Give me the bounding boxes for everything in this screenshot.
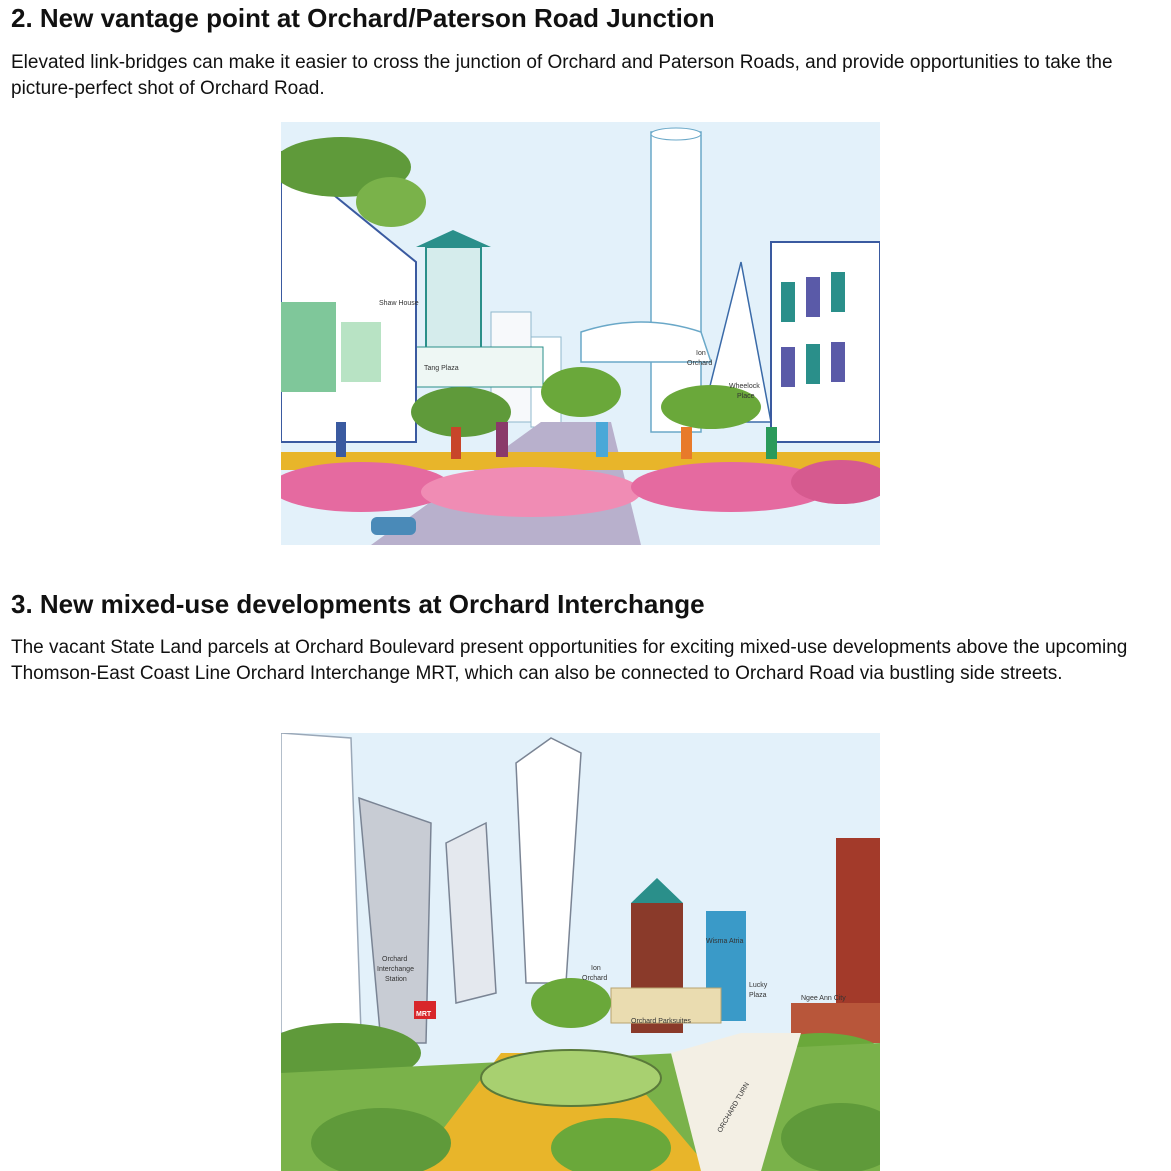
label-lucky-line1: Lucky — [749, 982, 768, 989]
label-orchard-parksuites: Orchard Parksuites — [631, 1018, 691, 1025]
section-3-heading: 3. New mixed-use developments at Orchard Interchange — [11, 589, 705, 619]
label-wheelock-line2: Place — [737, 393, 755, 400]
label-tang-plaza: Tang Plaza — [424, 365, 459, 372]
label-shaw-house: Shaw House — [379, 300, 419, 307]
label-ngee-ann-city: Ngee Ann City — [801, 995, 846, 1002]
label-ion-line1: Ion — [591, 965, 601, 972]
label-ion-orchard-line1: Ion — [696, 350, 706, 357]
section-3-paragraph: The vacant State Land parcels at Orchard Boulevard present opportunities for exciting mixed-use developments above the upcoming Thomson-East Coast Line Orchard Interchange MRT, which can also be connected to Orchard Road via bustling side streets. — [11, 637, 1128, 684]
label-station-line1: Orchard — [382, 956, 408, 963]
label-mrt: MRT — [416, 1011, 432, 1018]
label-road: ORCHARD TURN — [716, 1081, 752, 1134]
section-2-heading: 2. New vantage point at Orchard/Paterson Road Junction — [11, 3, 715, 33]
orchard-interchange-illustration — [281, 733, 880, 1171]
label-ion-orchard-line2: Orchard — [687, 360, 713, 367]
section-2-paragraph: Elevated link-bridges can make it easier to cross the junction of Orchard and Paterson Roads, and provide opportunities to take the picture-perfect shot of Orchard Road. — [11, 52, 1113, 99]
label-station-line3: Station — [385, 976, 407, 983]
label-station-line2: Interchange — [377, 966, 414, 973]
label-ion-line2: Orchard — [582, 975, 608, 982]
orchard-paterson-illustration — [281, 122, 880, 545]
label-lucky-line2: Plaza — [749, 992, 767, 999]
label-wheelock-line1: Wheelock — [729, 383, 760, 390]
label-wisma-atria: Wisma Atria — [706, 938, 744, 945]
